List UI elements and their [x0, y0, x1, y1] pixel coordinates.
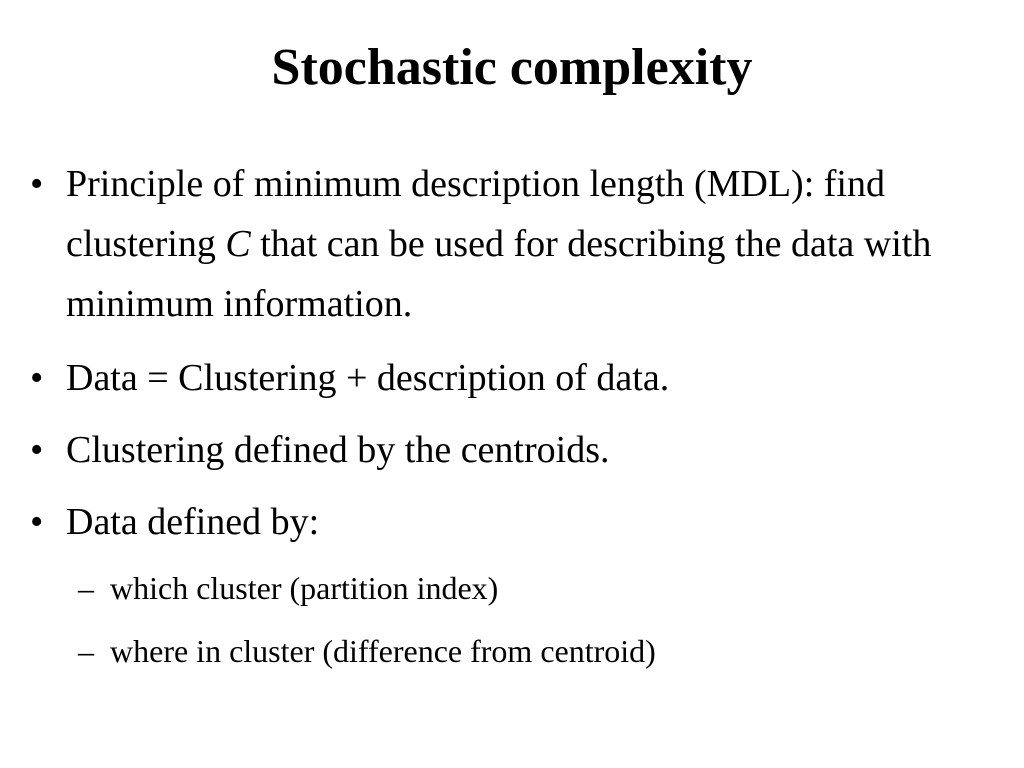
- bullet-marker: •: [30, 163, 44, 205]
- sub-bullet-item: [78, 566, 978, 610]
- bullet-marker: •: [30, 357, 44, 399]
- slide-title: Stochastic complexity: [271, 39, 753, 96]
- sub-bullet-marker: –: [78, 570, 94, 606]
- bullet-marker: •: [30, 501, 44, 543]
- bullet-item: [30, 420, 990, 480]
- sub-bullet-marker: –: [78, 633, 94, 669]
- sub-bullet-text: which cluster (partition index): [110, 570, 499, 606]
- bullet-marker: •: [30, 429, 44, 471]
- bullet-text: Data = Clustering + description of data.: [66, 357, 670, 399]
- bullet-text: [66, 154, 990, 334]
- bullet-text-part: that can be used for describing the data with minimum information.: [66, 223, 932, 325]
- bullet-item: [30, 348, 990, 408]
- bullet-item: [30, 492, 990, 552]
- bullet-text: Clustering defined by the centroids.: [66, 429, 610, 471]
- bullet-item: [30, 154, 990, 334]
- bullet-text: Data defined by:: [66, 501, 320, 543]
- emphasized-variable: C: [225, 223, 251, 265]
- sub-bullet-text: where in cluster (difference from centroid): [110, 633, 656, 669]
- sub-bullet-item: [78, 629, 978, 673]
- bullet-text-part: Principle of minimum description length (MDL): find clustering: [66, 163, 885, 265]
